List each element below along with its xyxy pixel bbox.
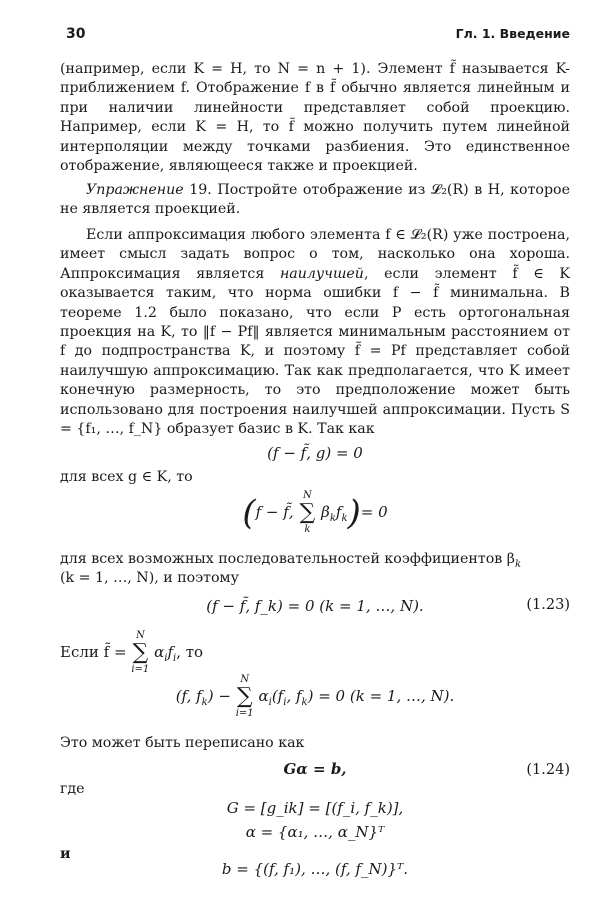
chapter-title: Гл. 1. Введение <box>455 26 570 41</box>
sum-lower-limit: k <box>304 524 311 535</box>
page-header <box>66 26 570 46</box>
equation-alpha-vector: α = {α₁, …, α_N}ᵀ <box>245 823 385 841</box>
text-and: и <box>60 846 71 862</box>
text-where: где <box>60 781 85 797</box>
sum-2-upper: N <box>135 630 145 641</box>
sum-3-upper: N <box>240 674 250 685</box>
exercise-paragraph <box>60 181 570 220</box>
eq-c-tail: = 0 <box>360 503 388 521</box>
if-body: α <box>154 643 165 661</box>
sum-2-lower: i=1 <box>131 664 150 675</box>
eq-c-right: β <box>321 503 330 521</box>
equation-1-24: Gα = b, <box>283 760 347 778</box>
text-all-sequences-main: для всех возможных последовательностей коэффициентов β <box>60 551 515 567</box>
text-k-range: (k = 1, …, N), и поэтому <box>60 570 239 586</box>
sum-symbol-2: ∑ N i=1 <box>131 630 150 675</box>
equation-inner-product: (f − f̃, g) = 0 <box>267 444 363 462</box>
text-for-all-g: для всех g ∈ K, то <box>60 469 193 485</box>
equation-sum-beta: (f − f̃, ∑ N k $\beta_kf_k)= 0$ <box>242 490 388 535</box>
exercise-label: Упражнение <box>86 182 184 198</box>
text-if-f-tilde: Если f̃ = ∑ N i=1 $\alpha_if_i$, то <box>60 630 204 675</box>
eq-c-left: f − f̃, <box>255 503 299 521</box>
paragraph-3-emphasis: наилучшей <box>279 265 364 282</box>
equation-number-1-24: (1.24) <box>526 762 570 778</box>
sum-upper-limit: N <box>302 490 312 501</box>
right-paren: ) <box>347 493 361 533</box>
text-all-sequences: для всех возможных последовательностей коэффициентов $\beta_k$ <box>60 551 522 570</box>
paragraph-3 <box>60 226 570 439</box>
sum-symbol: ∑ N k <box>299 490 316 535</box>
text-rewritten: Это может быть переписано как <box>60 735 305 751</box>
equation-number-1-23: (1.23) <box>526 597 570 613</box>
equation-sum-alpha: (f, $f_k$) − ∑ N i=1 $\alpha_i(f_i$, $f_k) = 0$ (k = 1, …, N). <box>175 674 455 719</box>
if-prefix: Если f̃ = <box>60 643 132 661</box>
if-suffix: , то <box>176 643 204 661</box>
sum-symbol-3: ∑ N i=1 <box>235 674 254 719</box>
eq-g-tail: = 0 (k = 1, …, N). <box>318 687 455 705</box>
equation-b-vector: b = {(f, f₁), …, (f, f_N)}ᵀ. <box>221 860 409 878</box>
equation-G-matrix: G = [g_ik] = [(f_i, f_k)], <box>226 799 404 817</box>
left-paren: ( <box>242 493 256 533</box>
paragraph-1: (например, если K = H, то N = n + 1). Элемент f̃ называется K-приближением f. Отображение f в f̃ обычно является линейным и при наличии линейности представляет собой проекцию. Например, если K = H, то f̃ можно получить путем линейной интерполяции между точками разбиения. Это единственное отображение, являющееся также и проекцией. <box>60 61 570 175</box>
eq-g-left: (f, f <box>175 687 202 705</box>
sum-3-lower: i=1 <box>235 708 254 719</box>
eq-g-right: α <box>258 687 269 705</box>
paragraph-3-part1: Если аппроксимация любого элемента f ∈ 𝓛₂(R) уже построена, имеет смысл задать вопрос о том, насколько она хороша. Аппроксимация является <box>60 227 570 282</box>
exercise-text: 19. Постройте отображение из 𝓛₂(R) в H, которое не является проекцией. <box>60 182 570 218</box>
page-number: 30 <box>66 26 86 42</box>
equation-1-23: (f − f̃, f_k) = 0 (k = 1, …, N). <box>206 597 424 615</box>
paragraph-3-part2: , если элемент f̃ ∈ K оказывается таким, что норма ошибки f − f̃ минимальна. В теореме 1.2 было показано, что если P есть ортогональная проекция на K, то ‖f − Pf‖ является минимальным расстоянием от f до подпространства K, и поэтому f̃ = Pf представляет собой наилучшую аппроксимацию. Так как предполагается, что K имеет конечную размерность, то это предположение может быть использовано для построения наилучшей аппроксимации. Пусть S = {f₁, …, f_N} образует базис в K. Так как <box>60 265 570 438</box>
